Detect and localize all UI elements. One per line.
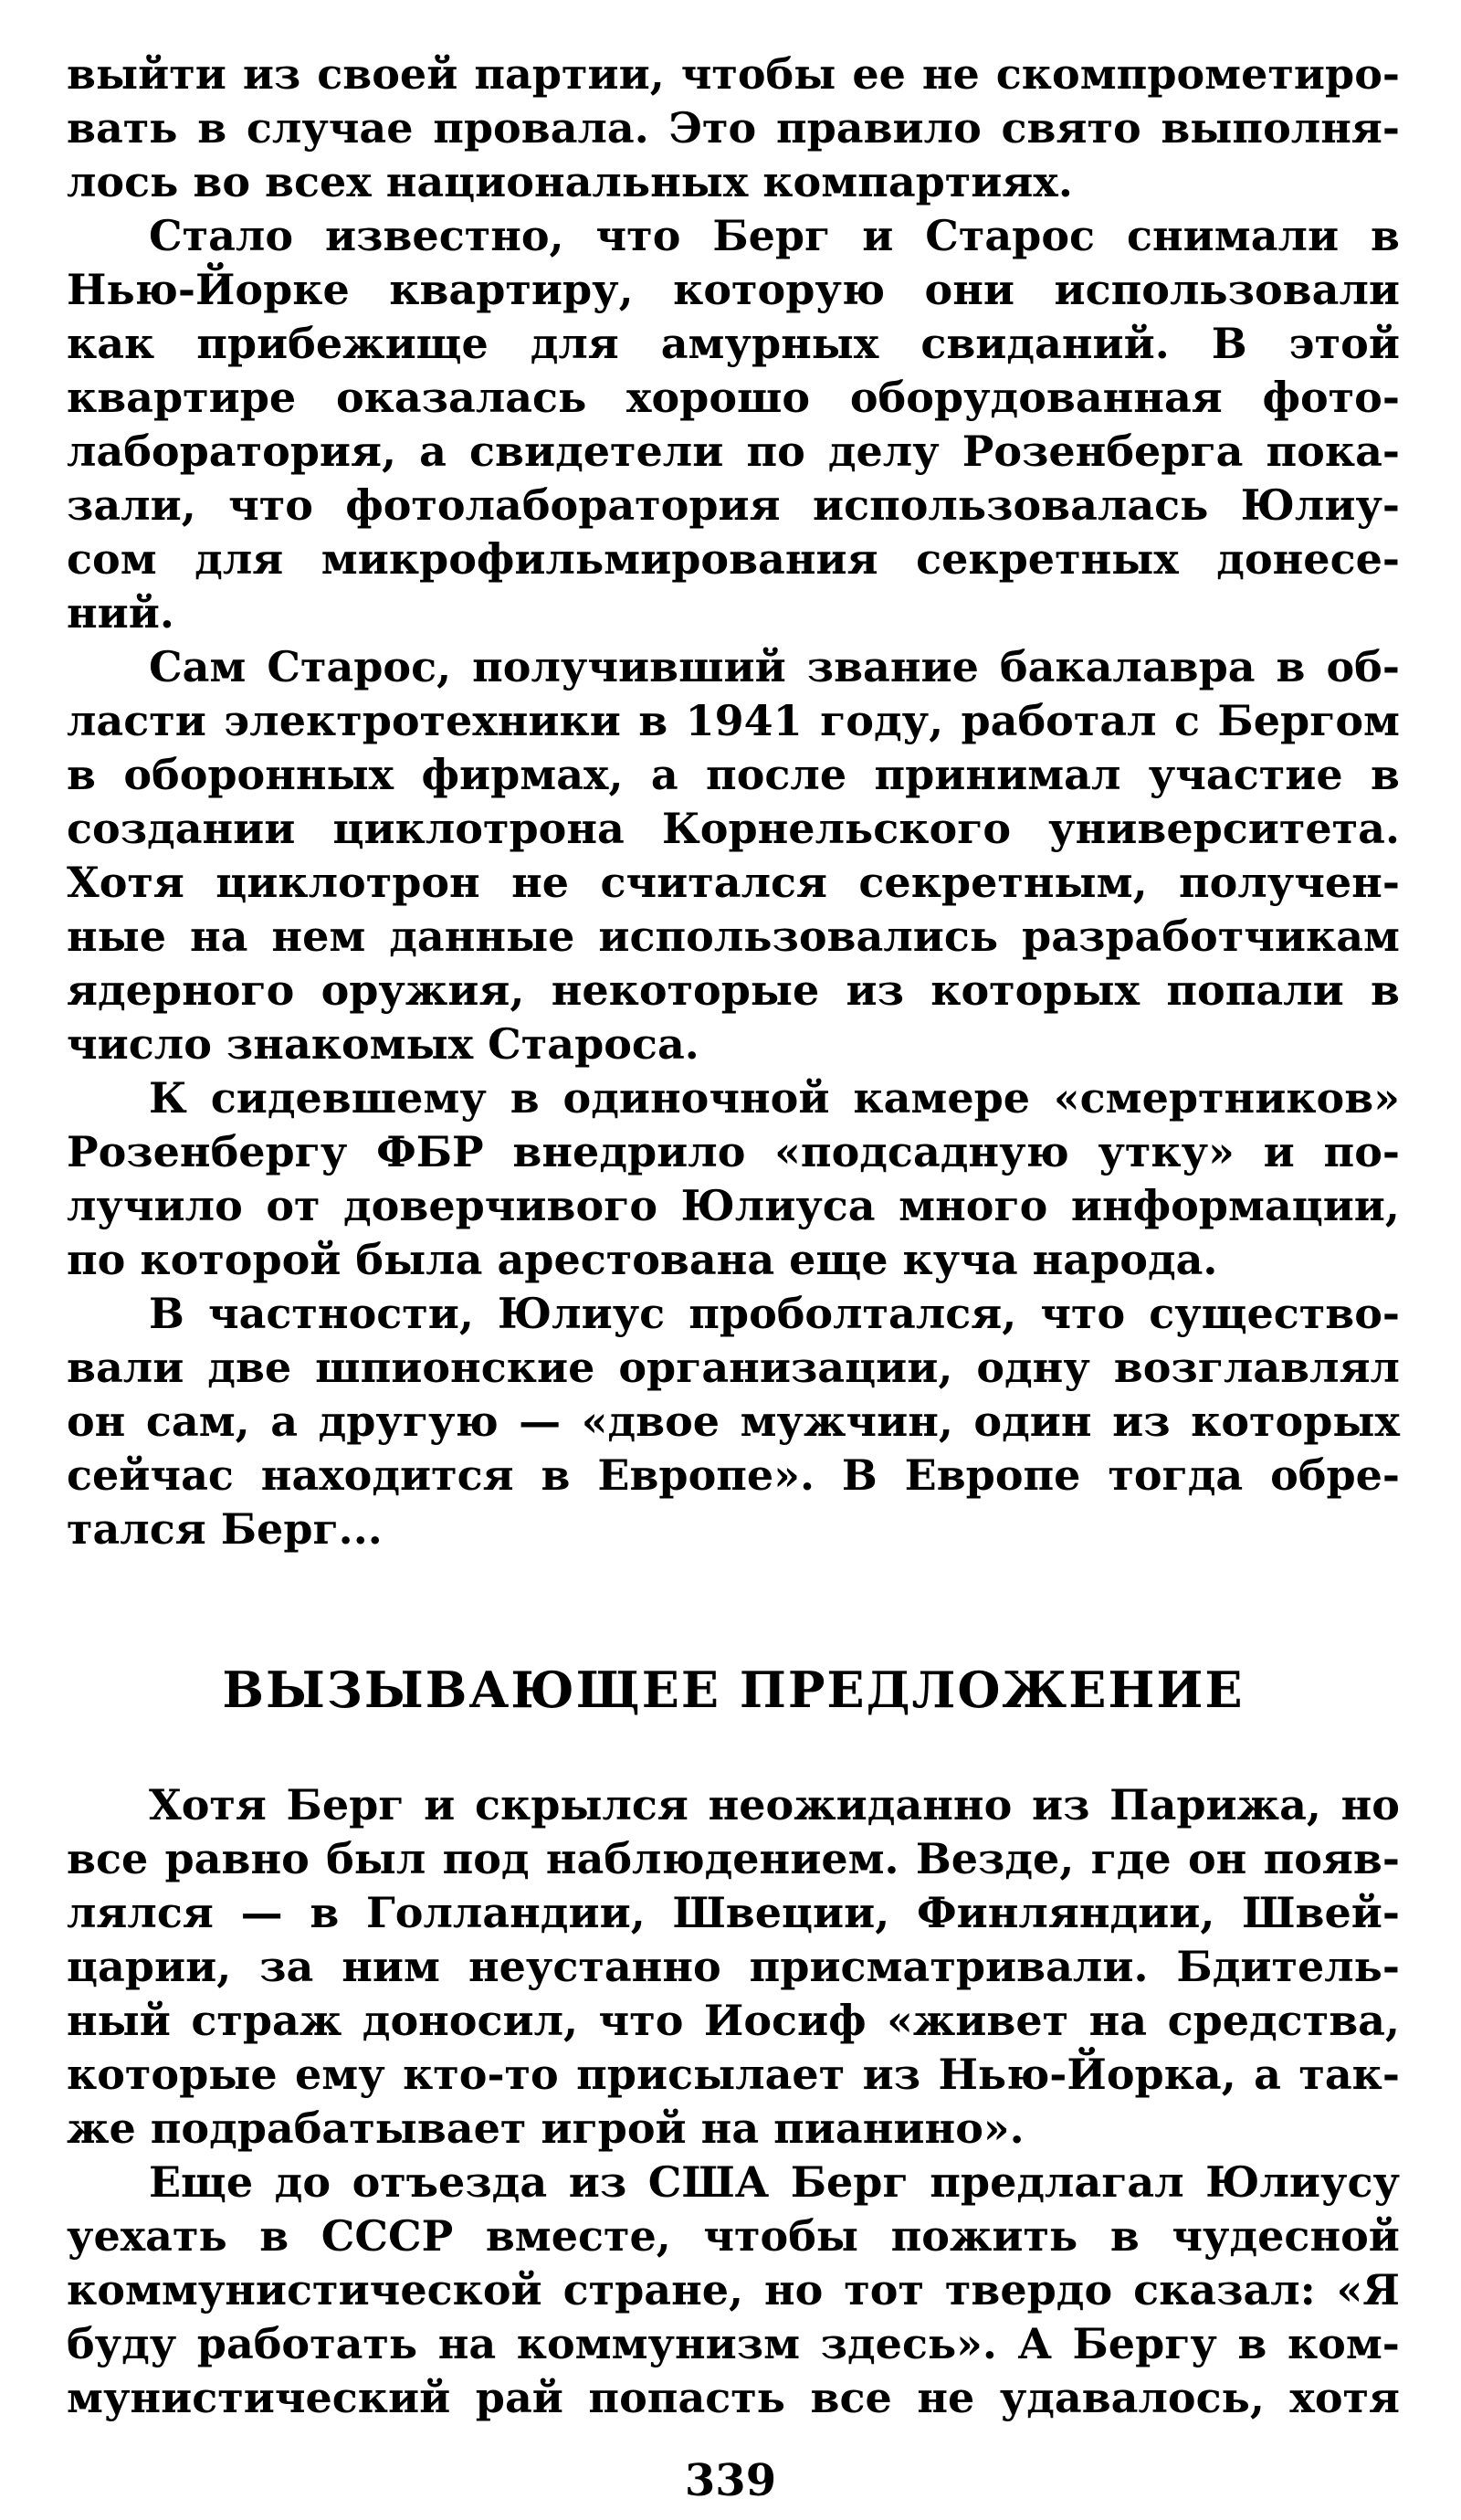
word: возглавлял bbox=[1113, 1343, 1400, 1392]
text-line: тался Берг... bbox=[67, 1504, 383, 1554]
text-line: число знакомых Староса. bbox=[67, 1019, 699, 1069]
page-number: 339 bbox=[684, 2455, 777, 2506]
word: организации, bbox=[618, 1343, 953, 1392]
text-line bbox=[67, 964, 1400, 1017]
word: ные bbox=[67, 912, 167, 961]
body-after-heading bbox=[67, 1778, 1400, 2425]
word: — bbox=[519, 1397, 562, 1446]
word: Везде, bbox=[915, 1834, 1075, 1883]
word: одиночной bbox=[562, 1073, 830, 1123]
text-line bbox=[67, 1886, 1400, 1940]
word: Хотя bbox=[67, 858, 184, 907]
word: Юлиусу bbox=[1205, 2157, 1400, 2207]
word: Голландии, bbox=[366, 1888, 646, 1937]
word: здесь». bbox=[820, 2319, 997, 2368]
text-line bbox=[67, 856, 1400, 910]
text-line bbox=[67, 47, 1400, 101]
word: Бергом bbox=[1217, 696, 1400, 745]
word: средства, bbox=[1167, 1996, 1400, 2045]
word: из bbox=[568, 2157, 627, 2207]
word: партии, bbox=[474, 49, 665, 99]
text-line bbox=[67, 694, 1400, 748]
word: в bbox=[1109, 2211, 1140, 2261]
section-heading: ВЫЗЫВАЮЩЕЕ ПРЕДЛОЖЕНИЕ bbox=[222, 1661, 1245, 1719]
word: лялся bbox=[67, 1888, 214, 1937]
word: Старос, bbox=[267, 642, 452, 691]
word: которых bbox=[930, 965, 1140, 1015]
word: по bbox=[746, 427, 805, 476]
word: пока- bbox=[1266, 427, 1400, 476]
word: был bbox=[326, 1834, 426, 1883]
word: провала. bbox=[433, 103, 649, 153]
word: с bbox=[1174, 696, 1201, 745]
word: в bbox=[67, 750, 96, 799]
word: один bbox=[973, 1397, 1092, 1446]
word: выйти bbox=[67, 49, 226, 99]
word: камере bbox=[853, 1073, 1031, 1123]
word: Европе». bbox=[597, 1450, 815, 1500]
word: оборонных bbox=[123, 750, 394, 799]
word: правило bbox=[775, 103, 982, 153]
word: что bbox=[1040, 1289, 1126, 1338]
word: Европе bbox=[904, 1450, 1081, 1500]
word: за bbox=[259, 1942, 314, 1991]
word: Юлиус bbox=[497, 1289, 666, 1338]
text-line bbox=[67, 1179, 1400, 1233]
word: равно bbox=[164, 1834, 310, 1883]
word: в bbox=[1237, 2319, 1267, 2368]
word: секретным, bbox=[858, 858, 1148, 907]
word: донесе- bbox=[1216, 534, 1400, 584]
word: лучило bbox=[67, 1181, 243, 1230]
word: Иосиф bbox=[703, 1996, 867, 2045]
word: оборудованная bbox=[849, 373, 1223, 422]
text-line bbox=[67, 640, 1400, 694]
text-line bbox=[67, 1832, 1400, 1886]
word: что bbox=[598, 1996, 684, 2045]
word: ный bbox=[67, 1996, 171, 2045]
word: ядерного bbox=[67, 965, 295, 1015]
word: в bbox=[310, 1888, 340, 1937]
word: на bbox=[190, 912, 248, 961]
word: Берг bbox=[286, 1780, 405, 1829]
word: другую bbox=[318, 1397, 499, 1446]
word: в bbox=[541, 1450, 571, 1500]
word: хотя bbox=[1289, 2373, 1400, 2422]
word: квартиру, bbox=[389, 265, 634, 314]
word: делу bbox=[827, 427, 940, 476]
word: свиданий. bbox=[920, 319, 1170, 368]
word: чтобы bbox=[703, 2211, 859, 2261]
text-line bbox=[67, 1994, 1400, 2048]
word: «Я bbox=[1336, 2265, 1400, 2314]
word: электротехники bbox=[224, 696, 621, 745]
word: звание bbox=[806, 642, 979, 691]
word: обре- bbox=[1270, 1450, 1400, 1500]
word: получен- bbox=[1179, 858, 1400, 907]
word: снимали bbox=[1126, 211, 1340, 260]
word: В bbox=[149, 1289, 184, 1338]
word: Швей- bbox=[1242, 1888, 1400, 1937]
word: но bbox=[763, 2265, 824, 2314]
word: работать bbox=[196, 2319, 418, 2368]
word: проболтался, bbox=[688, 1289, 1017, 1338]
word: все bbox=[810, 2373, 892, 2422]
word: информации, bbox=[1070, 1181, 1400, 1230]
word: после bbox=[706, 750, 847, 799]
word: разработчикам bbox=[1022, 912, 1400, 961]
word: Розенбергу bbox=[67, 1127, 348, 1176]
word: утку» bbox=[1098, 1127, 1235, 1176]
word: использовалась bbox=[812, 480, 1209, 530]
word: рай bbox=[475, 2373, 563, 2422]
word: тогда bbox=[1108, 1450, 1244, 1500]
word: мунистический bbox=[67, 2373, 451, 2422]
word: которые bbox=[67, 2050, 278, 2099]
word: оружия, bbox=[321, 965, 525, 1015]
word: В bbox=[1211, 319, 1247, 368]
word: много bbox=[899, 1181, 1048, 1230]
word: оказалась bbox=[335, 373, 587, 422]
word: своей bbox=[317, 49, 458, 99]
word: Юлиуса bbox=[680, 1181, 876, 1230]
word: известно, bbox=[324, 211, 564, 260]
word: в bbox=[197, 103, 227, 153]
word: циклотрона bbox=[332, 804, 625, 853]
text-line bbox=[67, 2263, 1400, 2317]
text-line bbox=[67, 1125, 1400, 1179]
word: для bbox=[194, 534, 284, 584]
word: попасть bbox=[588, 2373, 785, 2422]
word: все bbox=[67, 1834, 149, 1883]
word: Сам bbox=[149, 642, 247, 691]
word: квартире bbox=[67, 373, 297, 422]
word: участие bbox=[1148, 750, 1343, 799]
text-line bbox=[67, 1341, 1400, 1395]
text-line bbox=[67, 802, 1400, 856]
word: царии, bbox=[67, 1942, 232, 1991]
word: Это bbox=[668, 103, 757, 153]
word: неустанно bbox=[468, 1942, 721, 1991]
word: предлагал bbox=[930, 2157, 1184, 2207]
word: буду bbox=[67, 2319, 177, 2368]
word: считался bbox=[600, 858, 828, 907]
word: отъезда bbox=[352, 2157, 548, 2207]
word: не bbox=[921, 49, 980, 99]
word: Нью-Йорке bbox=[67, 265, 350, 314]
word: а bbox=[650, 750, 678, 799]
word: году, bbox=[820, 696, 944, 745]
word: ласти bbox=[67, 696, 206, 745]
word: свято bbox=[1001, 103, 1141, 153]
word: использовались bbox=[598, 912, 999, 961]
word: Парижа, bbox=[1109, 1780, 1321, 1829]
text-line bbox=[67, 317, 1400, 371]
word: чтобы bbox=[680, 49, 836, 99]
word: страж bbox=[191, 1996, 342, 2045]
word: работал bbox=[961, 696, 1157, 745]
body-before-heading bbox=[67, 47, 1400, 1556]
word: Корнельского bbox=[661, 804, 1011, 853]
word: по- bbox=[1323, 1127, 1400, 1176]
word: микрофильмирования bbox=[321, 534, 878, 584]
word: одну bbox=[976, 1343, 1090, 1392]
word: внедрило bbox=[512, 1127, 746, 1176]
word: из bbox=[846, 965, 905, 1015]
word: тот bbox=[844, 2265, 924, 2314]
text-line: же подрабатывает игрой на пианино». bbox=[67, 2104, 1025, 2153]
word: на bbox=[437, 2319, 497, 2368]
word: и bbox=[862, 211, 894, 260]
word: от bbox=[266, 1181, 321, 1230]
word: коммунистической bbox=[67, 2265, 542, 2314]
word: Берг bbox=[790, 2157, 909, 2207]
word: мужчин, bbox=[740, 1397, 953, 1446]
word: в bbox=[259, 2211, 289, 2261]
word: Еще bbox=[149, 2157, 254, 2207]
word: Нью-Йорка, bbox=[938, 2050, 1236, 2099]
word: амурных bbox=[660, 319, 879, 368]
word: как bbox=[67, 319, 155, 368]
word: скрылся bbox=[474, 1780, 688, 1829]
word: существо- bbox=[1149, 1289, 1400, 1338]
word: в bbox=[1371, 211, 1400, 260]
text-line bbox=[67, 2048, 1400, 2102]
word: Бергу bbox=[1072, 2319, 1217, 2368]
word: использовали bbox=[1054, 265, 1400, 314]
word: выполня- bbox=[1161, 103, 1400, 153]
word: А bbox=[1017, 2319, 1052, 2368]
word: вали bbox=[67, 1343, 184, 1392]
word: в bbox=[1370, 750, 1400, 799]
word: так- bbox=[1298, 2050, 1400, 2099]
text-line bbox=[67, 910, 1400, 964]
word: не bbox=[511, 858, 570, 907]
word: из bbox=[862, 2050, 921, 2099]
word: две bbox=[207, 1343, 292, 1392]
word: 1941 bbox=[685, 696, 803, 745]
word: сидевшему bbox=[210, 1073, 487, 1123]
text-line bbox=[67, 2156, 1400, 2209]
word: бакалавра bbox=[999, 642, 1256, 691]
word: но bbox=[1340, 1780, 1400, 1829]
word: кто-то bbox=[403, 2050, 559, 2099]
word: в bbox=[510, 1073, 540, 1123]
text-line bbox=[67, 748, 1400, 802]
word: фотолаборатория bbox=[345, 480, 781, 530]
text-line: лось во всех национальных компартиях. bbox=[67, 157, 1073, 206]
word: коммунизм bbox=[516, 2319, 801, 2368]
word: что bbox=[595, 211, 681, 260]
word: скомпрометиро- bbox=[995, 49, 1400, 99]
word: К bbox=[149, 1073, 187, 1123]
word: об- bbox=[1326, 642, 1400, 691]
word: а bbox=[419, 427, 447, 476]
text-line bbox=[67, 2317, 1400, 2371]
word: чудесной bbox=[1172, 2211, 1400, 2261]
word: присылает bbox=[576, 2050, 846, 2099]
word: из bbox=[1031, 1780, 1090, 1829]
word: циклотрон bbox=[215, 858, 480, 907]
word: твердо bbox=[944, 2265, 1113, 2314]
text-line bbox=[67, 479, 1400, 532]
word: фото- bbox=[1262, 373, 1400, 422]
word: данные bbox=[389, 912, 575, 961]
word: шпионские bbox=[315, 1343, 595, 1392]
word: удавалось, bbox=[999, 2373, 1265, 2422]
word: прибежище bbox=[196, 319, 489, 368]
text-line bbox=[67, 263, 1400, 317]
word: наблюдением. bbox=[545, 1834, 899, 1883]
word: ком- bbox=[1287, 2319, 1400, 2368]
word: Стало bbox=[149, 211, 294, 260]
word: секретных bbox=[916, 534, 1179, 584]
word: из bbox=[1112, 1397, 1171, 1446]
word: некоторые bbox=[551, 965, 820, 1015]
word: Юлиу- bbox=[1240, 480, 1400, 530]
word: которых bbox=[1191, 1397, 1400, 1446]
word: в bbox=[1371, 965, 1400, 1015]
word: «подсадную bbox=[774, 1127, 1069, 1176]
word: до bbox=[274, 2157, 331, 2207]
word: этой bbox=[1288, 319, 1400, 368]
word: из bbox=[242, 49, 301, 99]
word: он bbox=[67, 1397, 126, 1446]
word: ФБР bbox=[376, 1127, 484, 1176]
word: вместе, bbox=[485, 2211, 671, 2261]
word: и bbox=[1263, 1127, 1295, 1176]
text-line: ний. bbox=[67, 588, 174, 638]
text-line bbox=[67, 2209, 1400, 2263]
word: ним bbox=[342, 1942, 441, 1991]
text-line bbox=[67, 1778, 1400, 1832]
word: стране, bbox=[562, 2265, 744, 2314]
word: вать bbox=[67, 103, 178, 153]
text-line bbox=[67, 371, 1400, 425]
word: «двое bbox=[581, 1397, 720, 1446]
word: «смертников» bbox=[1053, 1073, 1400, 1123]
text-column bbox=[67, 47, 1400, 2425]
word: пожить bbox=[890, 2211, 1078, 2261]
word: сом bbox=[67, 534, 157, 584]
word: создании bbox=[67, 804, 296, 853]
word: лаборатория, bbox=[67, 427, 397, 476]
word: ее bbox=[852, 49, 906, 99]
text-line bbox=[67, 1287, 1400, 1341]
word: что bbox=[228, 480, 313, 530]
word: на bbox=[1088, 1996, 1148, 2045]
word: Хотя bbox=[149, 1780, 267, 1829]
word: сейчас bbox=[67, 1450, 234, 1500]
word: хорошо bbox=[626, 373, 811, 422]
word: — bbox=[240, 1888, 283, 1937]
word: находится bbox=[260, 1450, 514, 1500]
word: под bbox=[442, 1834, 530, 1883]
word: появ- bbox=[1263, 1834, 1400, 1883]
word: присматривали. bbox=[749, 1942, 1149, 1991]
word: Швеции, bbox=[672, 1888, 890, 1937]
text-line bbox=[67, 1395, 1400, 1449]
word: зали, bbox=[67, 480, 196, 530]
text-line bbox=[67, 101, 1400, 155]
word: ему bbox=[295, 2050, 385, 2099]
text-line: по которой была арестована еще куча народа. bbox=[67, 1235, 1218, 1284]
word: в bbox=[1276, 642, 1306, 691]
word: СССР bbox=[321, 2211, 454, 2261]
word: где bbox=[1090, 1834, 1172, 1883]
word: Розенберга bbox=[962, 427, 1244, 476]
word: попали bbox=[1166, 965, 1344, 1015]
word: нем bbox=[271, 912, 366, 961]
text-line bbox=[67, 2371, 1400, 2425]
text-line bbox=[67, 209, 1400, 263]
text-line bbox=[67, 1940, 1400, 1994]
word: фирмах, bbox=[421, 750, 624, 799]
word: уехать bbox=[67, 2211, 227, 2261]
word: сказал: bbox=[1133, 2265, 1316, 2314]
text-line bbox=[67, 1071, 1400, 1125]
word: принимал bbox=[874, 750, 1121, 799]
word: Старос bbox=[925, 211, 1096, 260]
word: сам, bbox=[145, 1397, 250, 1446]
word: университета. bbox=[1048, 804, 1400, 853]
word: В bbox=[841, 1450, 878, 1500]
word: а bbox=[1254, 2050, 1281, 2099]
word: не bbox=[917, 2373, 975, 2422]
word: неожиданно bbox=[708, 1780, 1013, 1829]
word: Бдитель- bbox=[1176, 1942, 1400, 1991]
text-line bbox=[67, 1449, 1400, 1503]
word: «живет bbox=[887, 1996, 1069, 2045]
word: они bbox=[924, 265, 1014, 314]
word: доверчивого bbox=[343, 1181, 658, 1230]
word: свидетели bbox=[469, 427, 724, 476]
word: Финляндии, bbox=[916, 1888, 1215, 1937]
word: частности, bbox=[207, 1289, 474, 1338]
word: он bbox=[1187, 1834, 1247, 1883]
word: Берг bbox=[712, 211, 831, 260]
word: доносил, bbox=[362, 1996, 579, 2045]
word: а bbox=[270, 1397, 299, 1446]
text-line bbox=[67, 532, 1400, 586]
word: случае bbox=[246, 103, 414, 153]
word: США bbox=[647, 2157, 770, 2207]
word: в bbox=[638, 696, 668, 745]
word: получивший bbox=[472, 642, 786, 691]
text-line bbox=[67, 425, 1400, 479]
word: которую bbox=[673, 265, 886, 314]
word: и bbox=[424, 1780, 456, 1829]
word: для bbox=[530, 319, 619, 368]
